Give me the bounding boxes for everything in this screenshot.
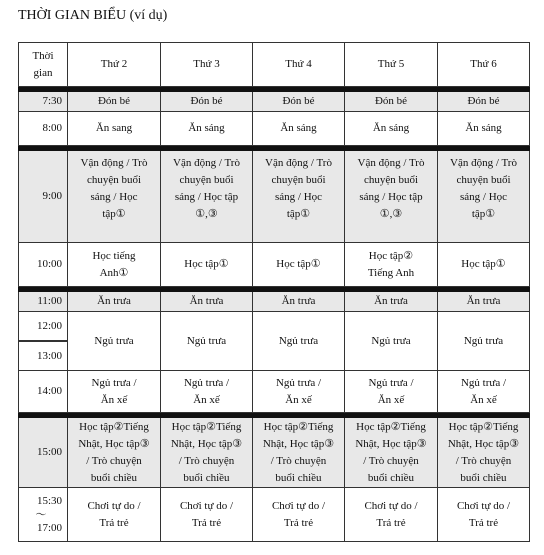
- cell-line: Ngủ trưa /: [368, 376, 414, 389]
- activity-cell: Ngủ trưa: [68, 312, 161, 371]
- cell-line: Ăn xế: [193, 393, 220, 406]
- activity-cell: Ngủ trưa: [438, 312, 530, 371]
- activity-cell: [253, 488, 345, 542]
- cell-line: Ăn xế: [100, 393, 128, 406]
- activity-cell: Ăn trưa: [253, 292, 345, 312]
- cell-line: Học tiếng: [92, 249, 136, 262]
- activity-cell: [161, 371, 253, 413]
- cell-line: Trả trẻ: [376, 516, 406, 529]
- row-1400: [19, 371, 530, 413]
- activity-cell: Đón bé: [68, 92, 161, 112]
- activity-cell: [68, 488, 161, 542]
- activity-cell: Ăn sáng: [438, 112, 530, 146]
- day-header: Thứ 5: [345, 43, 438, 87]
- activity-cell: Ngủ trưa: [253, 312, 345, 371]
- cell-line: Vận động / Trò: [173, 157, 240, 169]
- cell-line: / Trò chuyện: [270, 454, 327, 467]
- activity-cell: [161, 151, 253, 243]
- time-cell: 8:00: [19, 112, 68, 146]
- activity-cell: [68, 243, 161, 287]
- cell-line: Học tập②Tiếng: [263, 420, 334, 433]
- cell-line: sáng / Học: [274, 191, 323, 203]
- activity-cell: [68, 371, 161, 413]
- time-line: 17:00: [36, 521, 62, 534]
- activity-cell: Đón bé: [345, 92, 438, 112]
- time-cell: [19, 488, 68, 542]
- activity-cell: Ăn trưa: [345, 292, 438, 312]
- activity-cell: [345, 151, 438, 243]
- cell-line: Vận động / Trò: [80, 157, 148, 169]
- cell-line: Chơi tự do /: [364, 499, 418, 512]
- cell-line: Học tập②Tiếng: [79, 420, 149, 433]
- activity-cell: Ăn trưa: [161, 292, 253, 312]
- activity-cell: [253, 418, 345, 488]
- cell-line: Ngủ trưa /: [460, 376, 507, 389]
- cell-line: Chơi tự do /: [456, 499, 511, 512]
- cell-line: Trả trẻ: [468, 516, 499, 529]
- time-header-line: gian: [33, 66, 53, 79]
- cell-line: Ngủ trưa /: [183, 376, 230, 389]
- cell-line: Chơi tự do /: [271, 499, 326, 512]
- time-line: 〜: [35, 508, 47, 521]
- activity-cell: [345, 488, 438, 542]
- activity-cell: Ăn sáng: [161, 112, 253, 146]
- row-1530: [19, 488, 530, 542]
- cell-line: buổi chiều: [90, 471, 138, 484]
- row-1100: [19, 292, 530, 312]
- cell-line: Nhật, Học tập③: [170, 437, 243, 450]
- cell-line: / Trò chuyện: [363, 454, 419, 467]
- row-0900: [19, 151, 530, 243]
- day-header: Thứ 2: [68, 43, 161, 87]
- activity-cell: [161, 418, 253, 488]
- activity-cell: [345, 371, 438, 413]
- cell-line: ①,③: [379, 208, 403, 220]
- time-cell: 15:00: [19, 418, 68, 488]
- row-0800: [19, 112, 530, 146]
- time-cell: 7:30: [19, 92, 68, 112]
- cell-line: chuyện buổi: [456, 174, 511, 186]
- activity-cell: Ăn sáng: [345, 112, 438, 146]
- cell-line: Chơi tự do /: [87, 499, 141, 512]
- activity-cell: [68, 151, 161, 243]
- activity-cell: Ăn sang: [68, 112, 161, 146]
- cell-line: chuyện buổi: [179, 174, 234, 186]
- activity-cell: [438, 371, 530, 413]
- cell-line: buổi chiều: [275, 471, 322, 484]
- cell-line: Trả trẻ: [283, 516, 314, 529]
- row-1200: [19, 312, 530, 371]
- schedule-table: [18, 42, 530, 542]
- row-1500: [19, 418, 530, 488]
- cell-line: Ăn xế: [377, 393, 405, 406]
- header-row: [19, 43, 530, 87]
- cell-line: Chơi tự do /: [179, 499, 234, 512]
- cell-line: sáng / Học: [459, 191, 508, 203]
- row-0730: [19, 92, 530, 112]
- cell-line: sáng / Học tập: [174, 191, 239, 203]
- cell-line: Vận động / Trò: [357, 157, 425, 169]
- cell-line: chuyện buổi: [363, 174, 419, 186]
- cell-line: buổi chiều: [460, 471, 507, 484]
- row-1000: [19, 243, 530, 287]
- activity-cell: Đón bé: [253, 92, 345, 112]
- cell-line: chuyện buổi: [86, 174, 142, 186]
- cell-line: ①,③: [195, 208, 218, 220]
- day-header: Thứ 6: [438, 43, 530, 87]
- cell-line: Tiếng Anh: [367, 266, 415, 279]
- cell-line: Ngủ trưa /: [275, 376, 322, 389]
- cell-line: Học tập②Tiếng: [356, 420, 426, 433]
- cell-line: Vận động / Trò: [450, 157, 517, 169]
- time-cell: 11:00: [19, 292, 68, 312]
- activity-cell: [253, 151, 345, 243]
- time-cell: 14:00: [19, 371, 68, 413]
- page-title: THỜI GIAN BIỂU (ví dụ): [18, 8, 168, 23]
- cell-line: Nhật, Học tập③: [262, 437, 335, 450]
- time-line: 13:00: [36, 350, 62, 362]
- cell-line: Ngủ trưa /: [91, 376, 137, 389]
- time-cell: [19, 312, 68, 371]
- activity-cell: Ngủ trưa: [345, 312, 438, 371]
- time-line: 12:00: [19, 312, 67, 342]
- cell-line: Trả trẻ: [99, 516, 129, 529]
- cell-line: Nhật, Học tập③: [355, 437, 427, 450]
- cell-line: Học tập②: [368, 249, 414, 262]
- activity-cell: [68, 418, 161, 488]
- cell-line: tập①: [286, 208, 311, 220]
- activity-cell: [253, 371, 345, 413]
- time-line: 15:30: [36, 494, 62, 507]
- activity-cell: [345, 243, 438, 287]
- day-header: Thứ 3: [161, 43, 253, 87]
- cell-line: Nhật, Học tập③: [78, 437, 150, 450]
- cell-line: Học tập②Tiếng: [171, 420, 242, 433]
- activity-cell: Học tập①: [438, 243, 530, 287]
- activity-cell: Học tập①: [253, 243, 345, 287]
- cell-line: Nhật, Học tập③: [447, 437, 520, 450]
- cell-line: / Trò chuyện: [86, 454, 142, 467]
- cell-line: Vận động / Trò: [265, 157, 332, 169]
- activity-cell: Ăn trưa: [438, 292, 530, 312]
- cell-line: Ăn xế: [285, 393, 312, 406]
- cell-line: / Trò chuyện: [455, 454, 512, 467]
- time-cell: 9:00: [19, 151, 68, 243]
- cell-line: / Trò chuyện: [178, 454, 235, 467]
- time-cell: 10:00: [19, 243, 68, 287]
- activity-cell: [345, 418, 438, 488]
- activity-cell: Ăn sáng: [253, 112, 345, 146]
- time-header: [19, 43, 68, 87]
- cell-line: Ăn xế: [470, 393, 497, 406]
- activity-cell: Học tập①: [161, 243, 253, 287]
- activity-cell: [438, 488, 530, 542]
- activity-cell: Ăn trưa: [68, 292, 161, 312]
- activity-cell: Đón bé: [161, 92, 253, 112]
- activity-cell: [438, 418, 530, 488]
- cell-line: sáng / Học: [90, 191, 138, 203]
- cell-line: Trả trẻ: [191, 516, 222, 529]
- activity-cell: Đón bé: [438, 92, 530, 112]
- cell-line: Anh①: [99, 266, 129, 279]
- cell-line: Học tập②Tiếng: [448, 420, 519, 433]
- activity-cell: [438, 151, 530, 243]
- cell-line: sáng / Học tập: [359, 191, 423, 203]
- cell-line: chuyện buổi: [271, 174, 326, 186]
- cell-line: tập①: [102, 208, 126, 220]
- activity-cell: [161, 488, 253, 542]
- cell-line: tập①: [471, 208, 496, 220]
- activity-cell: Ngủ trưa: [161, 312, 253, 371]
- cell-line: buổi chiều: [367, 471, 415, 484]
- time-header-line: Thời: [32, 49, 54, 62]
- cell-line: buổi chiều: [183, 471, 230, 484]
- day-header: Thứ 4: [253, 43, 345, 87]
